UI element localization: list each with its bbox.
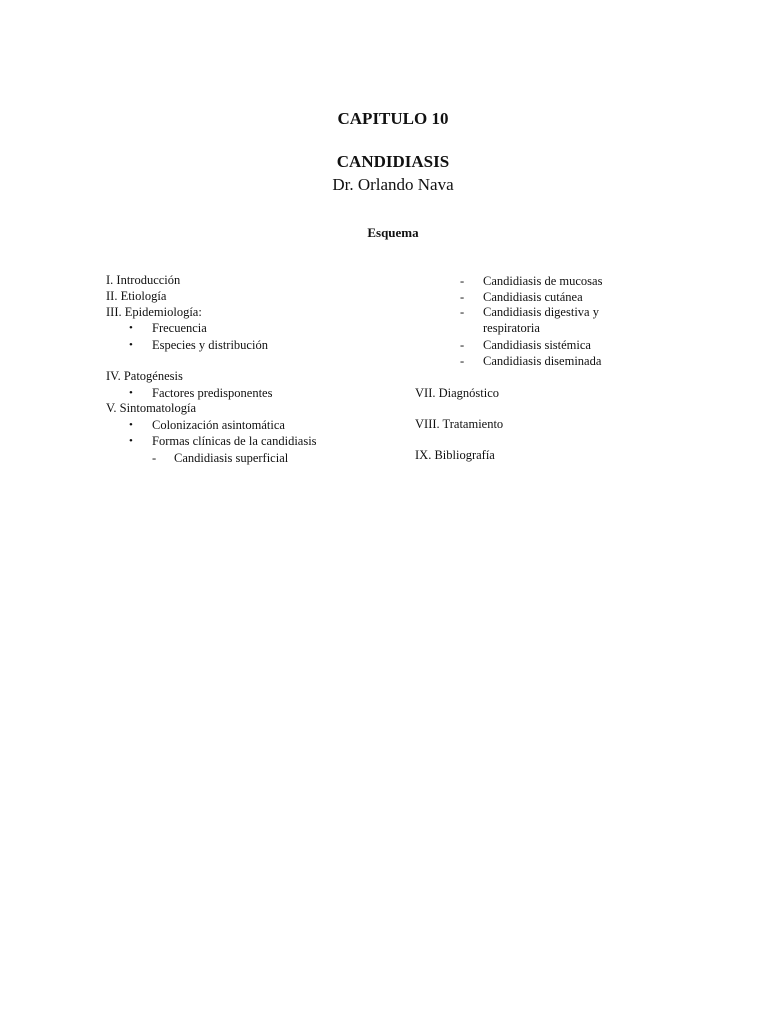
dash-marker: - bbox=[460, 274, 465, 288]
outline-subitem-formas: Formas clínicas de la candidiasis bbox=[152, 434, 317, 448]
outline-subitem-cutanea: Candidiasis cutánea bbox=[483, 290, 583, 304]
outline-subitem-digestiva: Candidiasis digestiva y bbox=[483, 305, 599, 319]
outline-item-sintomatologia: V. Sintomatología bbox=[106, 401, 197, 415]
outline-subitem-superficial: Candidiasis superficial bbox=[174, 451, 289, 465]
dash-marker: - bbox=[152, 451, 157, 465]
outline-item-epidemiologia: III. Epidemiología: bbox=[106, 305, 202, 319]
schema-heading: Esquema bbox=[367, 225, 419, 240]
outline-item-etiologia: II. Etiología bbox=[106, 289, 167, 303]
outline-subitem-mucosas: Candidiasis de mucosas bbox=[483, 274, 603, 288]
chapter-title: CANDIDIASIS bbox=[336, 152, 450, 171]
outline-item-bibliografia: IX. Bibliografía bbox=[415, 448, 495, 462]
outline-subitem-diseminada: Candidiasis diseminada bbox=[483, 354, 602, 368]
dash-marker: - bbox=[460, 354, 465, 368]
outline-item-intro: I. Introducción bbox=[106, 273, 181, 287]
outline-item-diagnostico: VII. Diagnóstico bbox=[415, 386, 500, 400]
outline-item-tratamiento: VIII. Tratamiento bbox=[415, 417, 504, 431]
dash-marker: - bbox=[460, 290, 465, 304]
outline-subitem-factores: Factores predisponentes bbox=[152, 386, 273, 400]
dash-marker: - bbox=[460, 338, 465, 352]
outline-subitem-digestiva-cont: respiratoria bbox=[483, 321, 540, 335]
dash-marker: - bbox=[460, 305, 465, 319]
bullet-marker: • bbox=[129, 322, 133, 334]
chapter-heading: CAPITULO 10 bbox=[337, 109, 449, 128]
outline-subitem-especies: Especies y distribución bbox=[152, 338, 268, 352]
outline-subitem-frecuencia: Frecuencia bbox=[152, 321, 207, 335]
bullet-marker: • bbox=[129, 419, 133, 431]
bullet-marker: • bbox=[129, 339, 133, 351]
outline-subitem-sistemica: Candidiasis sistémica bbox=[483, 338, 591, 352]
bullet-marker: • bbox=[129, 435, 133, 447]
bullet-marker: • bbox=[129, 387, 133, 399]
outline-subitem-colonizacion: Colonización asintomática bbox=[152, 418, 285, 432]
outline-item-patogenesis: IV. Patogénesis bbox=[106, 369, 183, 383]
author-name: Dr. Orlando Nava bbox=[332, 175, 454, 194]
